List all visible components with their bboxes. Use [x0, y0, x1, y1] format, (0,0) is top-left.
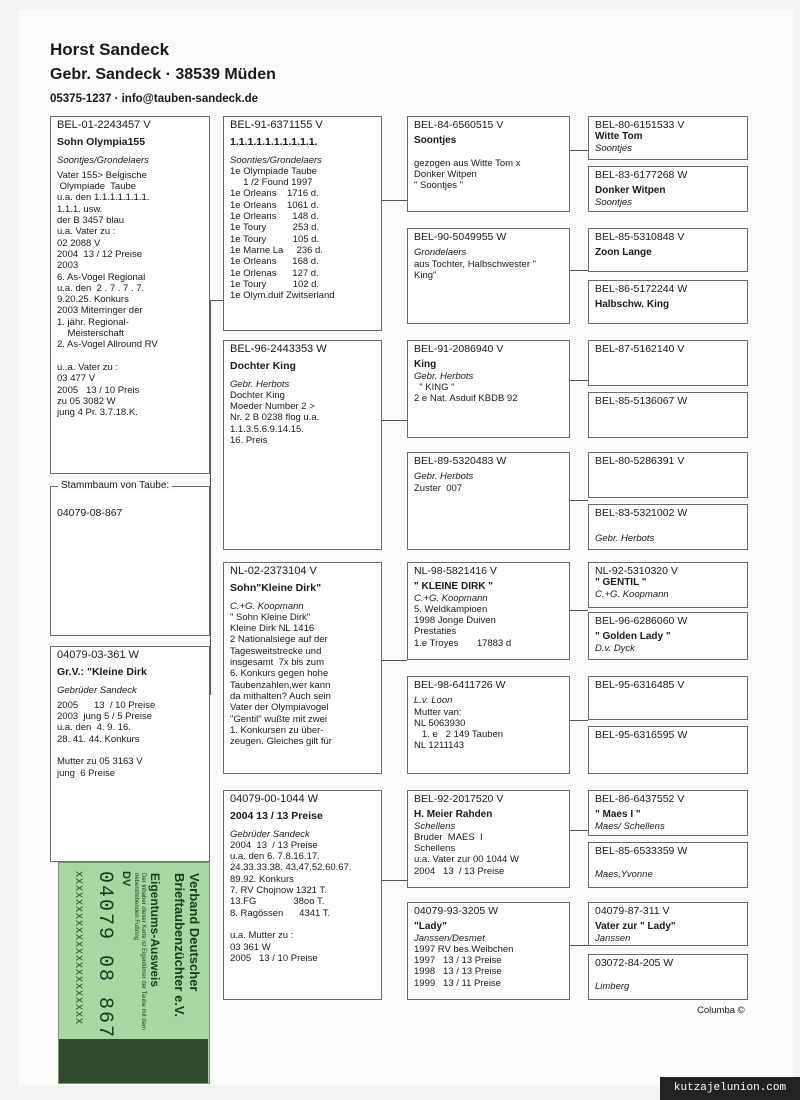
note-line: NL 5063930 — [414, 717, 466, 729]
breeder-name: Horst Sandeck — [50, 40, 170, 59]
note-line: u.a. den 1.1.1.1.1.1.1. — [57, 192, 150, 204]
bird-line: Gebr. Herbots — [595, 533, 655, 545]
connector-line — [382, 420, 407, 421]
connector-line — [570, 945, 588, 946]
note-line: " KING " — [414, 381, 455, 393]
bird-line: Janssen/Desmet — [414, 932, 485, 944]
sticker-dv: DV — [120, 871, 132, 887]
note-line: u.a. den 4. 9. 16. — [57, 722, 131, 734]
note-line: 7. RV Chojnow 1321 T. — [230, 885, 327, 897]
note-line: Tagesweitstrecke und — [230, 645, 322, 657]
connector-line — [382, 660, 407, 661]
bird-name: Donker Witpen — [595, 185, 666, 197]
note-line — [230, 919, 375, 930]
stammbaum-number: 04079-08-867 — [57, 507, 123, 519]
ring-number: BEL-95-6316595 W — [595, 729, 688, 741]
note-line: " Sohn Kleine Dirk" — [230, 611, 311, 623]
g3-card — [407, 902, 570, 1000]
note-line: Meisterschaft — [57, 328, 125, 340]
ring-number: NL-92-5310320 V — [595, 565, 678, 577]
note-line: u.a. Vater zur 00 1044 W — [414, 854, 519, 866]
note-line: 13.FG 38oo T. — [230, 896, 325, 908]
ring-number: BEL-91-2086940 V — [414, 343, 504, 355]
note-line: NL 1211143 — [414, 740, 465, 752]
connector-line — [382, 200, 407, 201]
note-line: u.a. den 2 . 7 . 7 . 7. — [57, 282, 145, 294]
note-line: 2004 13 / 12 Preise — [57, 248, 143, 260]
note-line: Nr. 2 B 0238 flog u.a. — [230, 412, 320, 424]
connector-line — [210, 300, 223, 301]
ring-number: BEL-85-5310848 V — [595, 231, 685, 243]
note-line: Taubenzahlen,wer kann — [230, 679, 331, 691]
stammbaum-card — [50, 486, 210, 636]
note-line: 1998 Jonge Duiven — [414, 615, 496, 627]
g3-card — [407, 340, 570, 438]
note-line: 28. 41. 44. Konkurs — [57, 733, 140, 745]
note-line: 16. Preis — [230, 435, 268, 447]
note-line: Mutter zu 05 3163 V — [57, 756, 143, 768]
note-line: " Soontjes " — [414, 180, 463, 192]
bird-name: 2004 13 / 13 Preise — [230, 810, 323, 823]
bird-name: King — [414, 359, 437, 371]
note-line: 1e Orleans 1716 d. — [230, 188, 319, 200]
bird-line: C.+G. Koopmann — [414, 592, 488, 604]
note-line: 02 2088 V — [57, 237, 101, 249]
ring-number: 04079-03-361 W — [57, 649, 139, 661]
bird-line: Soontjes — [595, 142, 632, 154]
note-line: 03 361 W — [230, 941, 271, 953]
bird-line: Maes/ Schellens — [595, 820, 665, 832]
ring-number: 04079-93-3205 W — [414, 905, 499, 917]
g4-card — [588, 392, 748, 438]
g4-card — [588, 902, 748, 946]
sticker-pattern: XXXXXXXXXXXXXXXXXXXXXX — [74, 871, 84, 1026]
note-line: jung 4 Pr. 3.7.18.K. — [57, 407, 138, 419]
dam-sire-card — [223, 562, 382, 774]
bird-line: Maes,Yvonne — [595, 869, 653, 881]
ring-number: BEL-92-2017520 V — [414, 793, 504, 805]
note-line: 2004 13 / 13 Preise — [230, 839, 318, 851]
g4-card — [588, 166, 748, 212]
bird-name: Soontjes — [414, 135, 457, 147]
ring-number: BEL-91-6371155 V — [230, 119, 323, 131]
bird-name: Witte Tom — [595, 131, 643, 143]
ring-number: BEL-87-5162140 V — [595, 343, 685, 355]
connector-line — [570, 610, 588, 611]
note-line: 9.20.25. Konkurs — [57, 294, 129, 306]
note-line: u.a. den 6. 7.8.16.17. — [230, 851, 320, 863]
bird-line: D.v. Dyck — [595, 642, 635, 654]
g4-card — [588, 676, 748, 720]
bird-line: Grondelaers — [414, 247, 467, 259]
note-line: Dochter King — [230, 389, 285, 401]
g4-card — [588, 340, 748, 386]
note-line: 1.1.3.5.6.9.14.15. — [230, 423, 304, 435]
note-line: 1e Toury 253 d. — [230, 222, 320, 234]
bird-name: Halbschw. King — [595, 299, 670, 311]
columba-brand: Columba © — [697, 1005, 745, 1016]
g4-card — [588, 562, 748, 608]
ring-number: BEL-83-6177268 W — [595, 169, 688, 181]
g4-card — [588, 726, 748, 774]
sticker-band — [58, 1039, 208, 1083]
ring-number: BEL-86-5172244 W — [595, 283, 688, 295]
note-line: zeugen. Gleiches gilt für — [230, 736, 332, 748]
note-line: 1998 13 / 13 Preise — [414, 966, 502, 978]
ring-number: BEL-95-6316485 V — [595, 679, 685, 691]
ring-number: BEL-01-2243457 V — [57, 119, 151, 131]
note-line: 2005 13 / 10 Preis — [57, 384, 140, 396]
note-line: 1. e 2 149 Tauben — [414, 729, 504, 741]
bird-line: Gebr. Herbots — [230, 378, 290, 390]
bird-line: Gebrüder Sandeck — [57, 684, 137, 696]
note-line: Kleine Dirk NL 1416 — [230, 623, 315, 635]
note-line: 1e Orlenas 127 d. — [230, 267, 319, 279]
breeder-contact: 05375-1237 · info@tauben-sandeck.de — [50, 93, 259, 105]
ring-number: NL-02-2373104 V — [230, 565, 317, 577]
g3-card — [407, 562, 570, 660]
ring-number: BEL-84-6560515 V — [414, 119, 504, 131]
bird-name: 1.1.1.1.1.1.1.1.1.1. — [230, 136, 318, 149]
note-line: 24.33.33.38. 43.47.52.60.67. — [230, 862, 352, 874]
sticker-number: 04079 08 867 — [93, 871, 116, 1040]
note-line: Vater der Olympiavogel — [230, 702, 329, 714]
bird-line: Gebr. Herbots — [414, 471, 474, 483]
note-line: 1e Toury 102 d. — [230, 278, 320, 290]
note-line: 5. Weldkampioen — [414, 603, 488, 615]
note-line: 2003 jung 5 / 5 Preise — [57, 711, 153, 723]
g4-card — [588, 954, 748, 1000]
dam-dam-card — [223, 790, 382, 1000]
bird-name: " Maes I " — [595, 809, 641, 821]
note-line: Moeder Number 2 > — [230, 401, 315, 413]
bird-name: " GENTIL " — [595, 577, 647, 589]
watermark: kutzajelunion.com — [660, 1077, 800, 1100]
ring-number: BEL-85-6533359 W — [595, 845, 688, 857]
g3-card — [407, 676, 570, 774]
g4-card — [588, 612, 748, 660]
note-line: 8. Ragössen 4341 T. — [230, 907, 331, 919]
note-line: jung 6 Preise — [57, 767, 116, 779]
note-line: 6. Konkurs gegen hohe — [230, 668, 329, 680]
connector-line — [570, 380, 588, 381]
note-line: 1999 13 / 11 Preise — [414, 977, 501, 989]
bird-line: C.+G. Koopmann — [230, 600, 304, 612]
note-line: "Gentil" wußte mit zwei — [230, 713, 328, 725]
sticker-org-line1: Verband Deutscher — [187, 873, 202, 992]
note-line: King" — [414, 269, 437, 281]
bird-name: Vater zur " Lady" — [595, 921, 676, 933]
note-line: 1e Olympiade Taube — [230, 165, 317, 177]
g4-card — [588, 790, 748, 836]
note-line: 89.92. Konkurs — [230, 873, 294, 885]
connector-line — [570, 150, 588, 151]
bird-name: Sohn"Kleine Dirk" — [230, 582, 322, 595]
ring-number: NL-98-5821416 V — [414, 565, 497, 577]
ring-number: BEL-89-5320483 W — [414, 455, 507, 467]
note-line: 1e Olym.duif Zwitserland — [230, 290, 335, 302]
note-line: 1. Konkursen zu über- — [230, 724, 324, 736]
subject-bird-card — [50, 116, 210, 474]
note-line: 03 477 V — [57, 373, 96, 385]
note-line: 2005 13 / 10 Preise — [57, 699, 156, 711]
bird-line: Gebrüder Sandeck — [230, 828, 310, 840]
note-line: Vater 155> Belgische — [57, 169, 147, 181]
note-line: 2005 13 / 10 Preise — [230, 952, 318, 964]
note-line: 1e Orleans 148 d. — [230, 211, 319, 223]
ring-number: BEL-85-5136067 W — [595, 395, 688, 407]
ring-number: BEL-83-5321002 W — [595, 507, 688, 519]
note-line: 2 e Nat. Asduif KBDB 92 — [414, 393, 518, 405]
bird-name: Sohn Olympia155 — [57, 136, 146, 149]
g4-card — [588, 452, 748, 498]
bird-line: Gebr. Herbots — [414, 370, 474, 382]
note-line — [57, 745, 203, 756]
note-line: insgesamt 7x bis zum — [230, 657, 324, 669]
connector-line — [382, 880, 407, 881]
connector-line — [570, 270, 588, 271]
note-line: u.a. Mutter zu : — [230, 930, 294, 942]
note-line: Bruder MAES I — [414, 831, 483, 843]
bird-line: C.+G. Koopmann — [595, 588, 669, 600]
g3-card — [407, 116, 570, 212]
bird-name: H. Meier Rahden — [414, 809, 493, 821]
bird-name: "Lady" — [414, 921, 447, 933]
ring-number: BEL-96-6286060 W — [595, 615, 688, 627]
note-line: 2 Nationalsiege auf der — [230, 634, 328, 646]
bird-name: Zoon Lange — [595, 247, 652, 259]
note-line: zu 05 3082 W — [57, 395, 116, 407]
connector-line — [570, 720, 588, 721]
ring-number: BEL-86-6437552 V — [595, 793, 685, 805]
note-line: 1e Toury 105 d. — [230, 233, 320, 245]
ring-number: BEL-80-5286391 V — [595, 455, 685, 467]
bird-name: " Golden Lady " — [595, 631, 671, 643]
g3-card — [407, 452, 570, 550]
sire-card — [223, 116, 382, 331]
g4-card — [588, 280, 748, 324]
dam-card — [50, 646, 210, 862]
sticker-small-text: Der Inhaber dieser Karte ist Eigentümer der Taube mit dem nebenstehenden Fußring — [133, 873, 146, 1030]
note-line: aus Tochter, Halbschwester " — [414, 258, 537, 270]
sticker-title: Eigentums-Ausweis — [148, 873, 162, 988]
ring-number: BEL-90-5049955 W — [414, 231, 507, 243]
ring-number: BEL-80-6151533 V — [595, 119, 685, 131]
note-line: 1e Marne La 236 d. — [230, 244, 323, 256]
note-line: 2004 13 / 13 Preise — [414, 865, 505, 877]
note-line: Zuster 007 — [414, 482, 463, 494]
bird-line: Soontjes — [595, 196, 632, 208]
note-line: 1e Orleans 1061 d. — [230, 199, 319, 211]
sire-dam-card — [223, 340, 382, 550]
note-line: 1 /2 Found 1997 — [230, 177, 313, 189]
g4-card — [588, 842, 748, 888]
note-line: 1997 13 / 13 Preise — [414, 955, 502, 967]
bird-line: L.v. Loon — [414, 695, 453, 707]
ring-number: 04079-00-1044 W — [230, 793, 319, 805]
note-line: Schellens — [414, 843, 456, 855]
note-line: 1.e Troyes 17883 d — [414, 637, 512, 649]
bird-name: " KLEINE DIRK " — [414, 581, 493, 593]
note-line — [57, 351, 203, 362]
note-line: u..a. Vater zu : — [57, 361, 119, 373]
connector-line — [210, 300, 211, 695]
g3-card — [407, 228, 570, 324]
ring-number: 04079-87-311 V — [595, 905, 670, 917]
bird-line: Limberg — [595, 981, 630, 993]
note-line: 6. As-Vogel Regional — [57, 271, 146, 283]
bird-name: Gr.V.: "Kleine Dirk — [57, 666, 147, 679]
note-line: Prestaties — [414, 626, 457, 638]
bird-name: Dochter King — [230, 360, 296, 373]
note-line: 2003 Miterringer der — [57, 305, 143, 317]
note-line: 2. As-Vogel Allround RV — [57, 339, 158, 351]
ring-number: 03072-84-205 W — [595, 957, 674, 969]
bird-line: Janssen — [595, 932, 631, 944]
connector-line — [570, 500, 588, 501]
bird-line: Soontjes/Grondelaers — [57, 154, 149, 166]
note-line: 1e Orleans 168 d. — [230, 256, 319, 268]
note-line: Donker Witpen — [414, 169, 477, 181]
note-line: Olympiade Taube — [57, 181, 137, 193]
ownership-sticker — [58, 862, 210, 1084]
note-line: der B 3457 blau — [57, 215, 125, 227]
note-line: Mutter van: — [414, 706, 462, 718]
note-line: u.a. Vater zu : — [57, 226, 116, 238]
stammbaum-label: Stammbaum von Taube: — [58, 480, 172, 491]
connector-line — [570, 830, 588, 831]
note-line: da mithalten? Auch sein — [230, 690, 331, 702]
note-line — [414, 147, 563, 158]
ring-number: BEL-96-2443353 W — [230, 343, 327, 355]
ring-number: BEL-98-6411726 W — [414, 679, 506, 691]
g4-card — [588, 228, 748, 272]
bird-line: Soonties/Grondelaers — [230, 154, 322, 166]
g3-card — [407, 790, 570, 888]
note-line: 1. jähr. Regional- — [57, 316, 129, 328]
sticker-org-line2: Brieftaubenzüchter e.V. — [172, 873, 187, 1018]
g4-card — [588, 116, 748, 160]
breeder-firm: Gebr. Sandeck · 38539 Müden — [50, 66, 276, 83]
bird-line: Schellens — [414, 820, 456, 832]
note-line: 2003 — [57, 260, 79, 272]
note-line: 1.1.1. usw. — [57, 203, 103, 215]
note-line: 1997 RV bes.Weibchen — [414, 943, 514, 955]
g4-card — [588, 504, 748, 550]
note-line: gezogen aus Witte Tom x — [414, 157, 521, 169]
